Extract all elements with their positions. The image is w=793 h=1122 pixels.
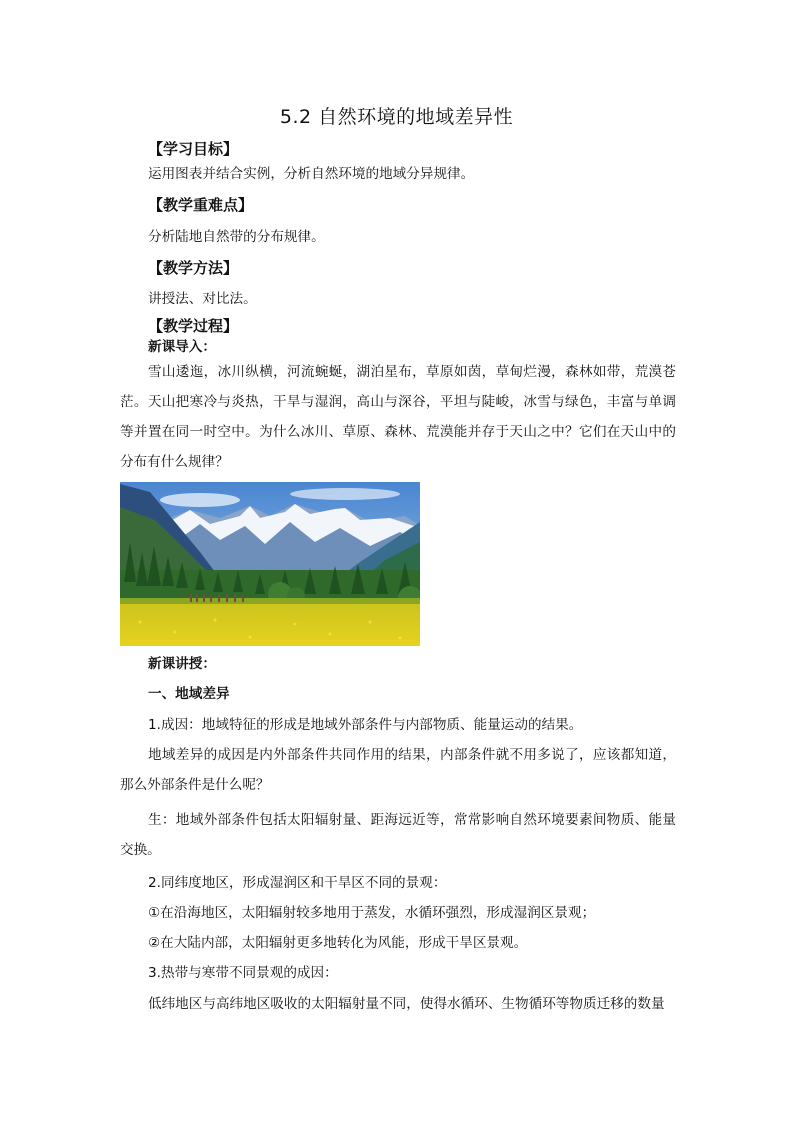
paragraph-tropical-polar: 低纬地区与高纬地区吸收的太阳辐射量不同，使得水循环、生物循环等物质迁移的数量 bbox=[148, 996, 665, 1012]
item-2a-text: ①在沿海地区，太阳辐射较多地用于蒸发，水循环强烈，形成湿润区景观； bbox=[148, 905, 596, 921]
item-3-text: 3.热带与寒带不同景观的成因： bbox=[148, 965, 338, 981]
item-1-text: 1.成因：地域特征的形成是地域外部条件与内部物质、能量运动的结果。 bbox=[148, 717, 583, 733]
learning-goals-heading: 【学习目标】 bbox=[148, 140, 239, 158]
learning-goals-text: 运用图表并结合实例，分析自然环境的地域分异规律。 bbox=[148, 166, 475, 182]
paragraph-student-answer: 生：地域外部条件包括太阳辐射量、距海远近等，常常影响自然环境要素间物质、能量交换。 bbox=[120, 812, 676, 858]
key-points-text: 分析陆地自然带的分布规律。 bbox=[148, 229, 325, 245]
tianshan-landscape-photo bbox=[120, 482, 420, 646]
lecture-heading: 新课讲授： bbox=[148, 656, 216, 672]
item-2-text: 2.同纬度地区，形成湿润区和干旱区不同的景观： bbox=[148, 875, 447, 891]
teaching-process-heading: 【教学过程】 bbox=[148, 317, 239, 335]
key-points-heading: 【教学重难点】 bbox=[148, 196, 254, 214]
teaching-method-text: 讲授法、对比法。 bbox=[148, 291, 257, 307]
item-2b-text: ②在大陆内部，太阳辐射更多地转化为风能，形成干旱区景观。 bbox=[148, 935, 528, 951]
intro-paragraph: 雪山逶迤，冰川纵横，河流蜿蜒，湖泊星布，草原如茵，草甸烂漫，森林如带，荒漠苍茫。天山把寒冷与炎热，干旱与湿润，高山与深谷，平坦与陡峻，冰雪与绿色，丰富与单调等并置在同一时空中。为什么冰川、草原、森林、荒漠能并存于天山之中？它们在天山中的分布有什么规律？ bbox=[120, 364, 676, 470]
document-title: 5.2 自然环境的地域差异性 bbox=[279, 106, 514, 128]
intro-heading: 新课导入： bbox=[148, 339, 216, 355]
section-1-heading: 一、地域差异 bbox=[148, 686, 230, 702]
paragraph-external-conditions: 地域差异的成因是内外部条件共同作用的结果，内部条件就不用多说了，应该都知道，那么外部条件是什么呢？ bbox=[120, 747, 676, 793]
teaching-method-heading: 【教学方法】 bbox=[148, 259, 239, 277]
